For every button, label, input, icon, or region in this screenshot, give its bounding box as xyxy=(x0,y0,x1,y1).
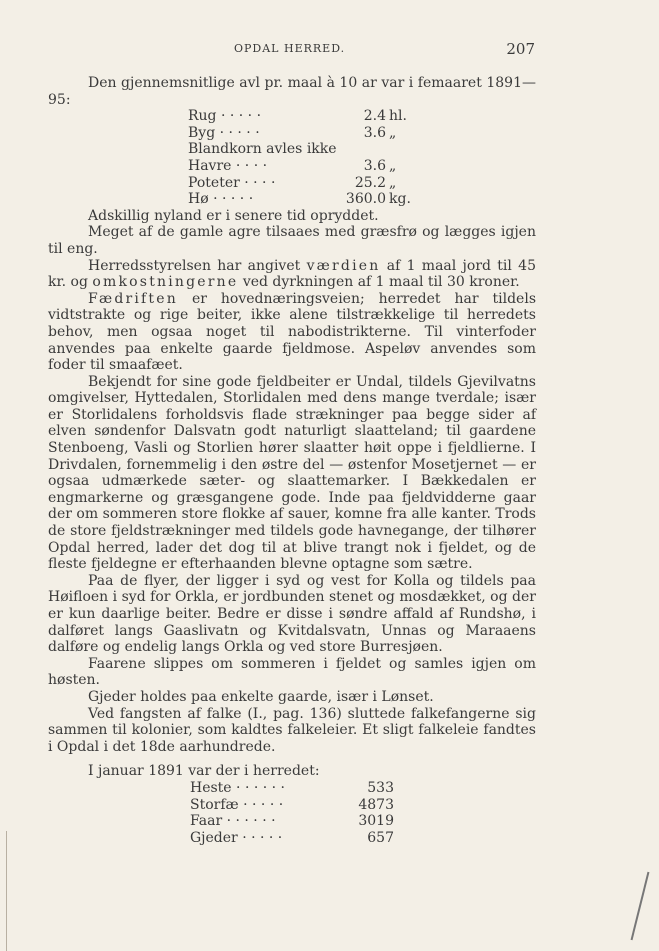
crop-unit: „ xyxy=(389,124,397,141)
livestock-label: Gjeder · · · · · xyxy=(190,829,283,846)
table-row xyxy=(48,830,536,847)
table-row xyxy=(48,125,536,142)
running-title: OPDAL HERRED. xyxy=(234,42,346,55)
paragraph-agre: Meget af de gamle agre tilsaaes med græsfrø og lægges igjen til eng. xyxy=(48,224,536,257)
paragraph-falke: Ved fangsten af falke (I., pag. 136) sluttede falkefangerne sig sammen til kolonier, som kaldtes falkeleier. Et sligt falkeleie fandtes i Opdal i det 18de aarhundrede. xyxy=(48,705,536,755)
crop-unit: „ xyxy=(389,174,397,191)
livestock-label: Faar · · · · · · xyxy=(190,813,276,830)
crop-value: 3.6 xyxy=(363,124,386,141)
paragraph-vaerdi: Herredsstyrelsen har angivet værdien af 1 maal jord til 45 kr. og omkostningerne ved dyrkningen af 1 maal til 30 kroner. xyxy=(48,257,536,291)
binding-edge xyxy=(0,831,7,951)
crop-unit: hl. xyxy=(389,108,407,125)
livestock-value: 657 xyxy=(367,829,394,846)
page-number: 207 xyxy=(506,40,535,58)
crop-label: Byg · · · · · xyxy=(188,124,260,141)
crop-value: 25.2 xyxy=(354,174,386,191)
table-row xyxy=(48,797,536,814)
livestock-value: 4873 xyxy=(358,796,394,813)
livestock-value: 533 xyxy=(367,779,394,796)
crop-unit: kg. xyxy=(389,191,411,208)
table-row xyxy=(48,141,536,158)
table-row xyxy=(48,191,536,208)
crop-value: 3.6 xyxy=(363,157,386,174)
paragraph-faedrift: Fædriften er hovednæringsveien; herredet har tildels vidtstrakte og rige beiter, ikke alene tilstrækkelige til herredets behov, men ogsaa noget til nabodistrikterne. Til vinterfoder anvendes paa enkelte gaarde fjeldmose. Aspeløv anvendes som foder til smaafæet. xyxy=(48,290,536,374)
page-header xyxy=(48,42,535,62)
livestock-label: Heste · · · · · · xyxy=(190,779,285,796)
paragraph-nyland: Adskillig nyland er i senere tid opryddet. xyxy=(88,207,379,224)
livestock-table xyxy=(48,780,536,846)
table-row xyxy=(48,813,536,830)
crop-label: Havre · · · · xyxy=(188,157,268,174)
paragraph-faarene: Faarene slippes om sommeren i fjeldet og samles igjen om høsten. xyxy=(48,655,536,689)
body-text xyxy=(48,75,536,846)
paragraph-fjeldbeiter: Bekjendt for sine gode fjeldbeiter er Undal, tildels Gjevilvatns omgivelser, Hyttedalen, Storlidalen med dens mange tverdale; især er Storlidalens forholdsvis flade strækninger paa begge sider af elven søndenfor Dalsvatn godt naturligt slaatteland; til gaardene Stenboeng, Vasli og Storlien hører slaatter høit oppe i fjeldlierne. I Drivdalen, fornemmelig i den østre del — østenfor Mosetjernet — er ogsaa udmærkede sæter- og slaattemarker. I Bækkedalen er engmarkerne og græsgangene gode. Inde paa fjeldvidderne gaar der om sommeren store flokke af sauer, komne fra alle kanter. Trods de store fjeldstrækninger med tildels gode havnegange, der tilhører Opdal herred, lader det dog til at blive trangt nok i fjeldet, og de fleste fjeldegne er efterhaanden blevne optagne som sætre. xyxy=(48,373,536,573)
crop-label: Blandkorn avles ikke xyxy=(188,141,337,158)
livestock-value: 3019 xyxy=(358,813,394,830)
table-row xyxy=(48,108,536,125)
crop-value: 2.4 xyxy=(363,108,386,125)
emphasis-vaerdien: værdien xyxy=(306,257,381,274)
paragraph-januar: I januar 1891 var der i herredet: xyxy=(88,763,320,780)
crop-value: 360.0 xyxy=(345,191,386,208)
table-row xyxy=(48,780,536,797)
table-row xyxy=(48,158,536,175)
pencil-mark xyxy=(631,872,650,940)
paragraph-gjeder: Gjeder holdes paa enkelte gaarde, især i Lønset. xyxy=(88,688,434,705)
crop-unit: „ xyxy=(389,157,397,174)
table-row xyxy=(48,175,536,192)
livestock-label: Storfæ · · · · · xyxy=(190,796,284,813)
crop-label: Rug · · · · · xyxy=(188,108,262,125)
paragraph-avl: Den gjennemsnitlige avl pr. maal à 10 ar var i femaaret 1891—95: xyxy=(48,75,536,108)
emphasis-omkostningerne: omkostningerne xyxy=(92,274,239,291)
crop-label: Hø · · · · · xyxy=(188,191,254,208)
crop-label: Poteter · · · · xyxy=(188,174,276,191)
emphasis-faedriften: Fædriften xyxy=(88,290,178,307)
paragraph-flyer: Paa de flyer, der ligger i syd og vest for Kolla og tildels paa Høifloen i syd for Orkla, er jordbunden stenet og mosdækket, og der er kun daarlige beiter. Bedre er disse i søndre affald af Rundshø, i dalføret langs Gaaslivatn og Kvitdalsvatn, Unnas og Maraaens dalføre og endelig langs Orkla og ved store Burresjøen. xyxy=(48,572,536,656)
crop-yield-table xyxy=(48,108,536,208)
